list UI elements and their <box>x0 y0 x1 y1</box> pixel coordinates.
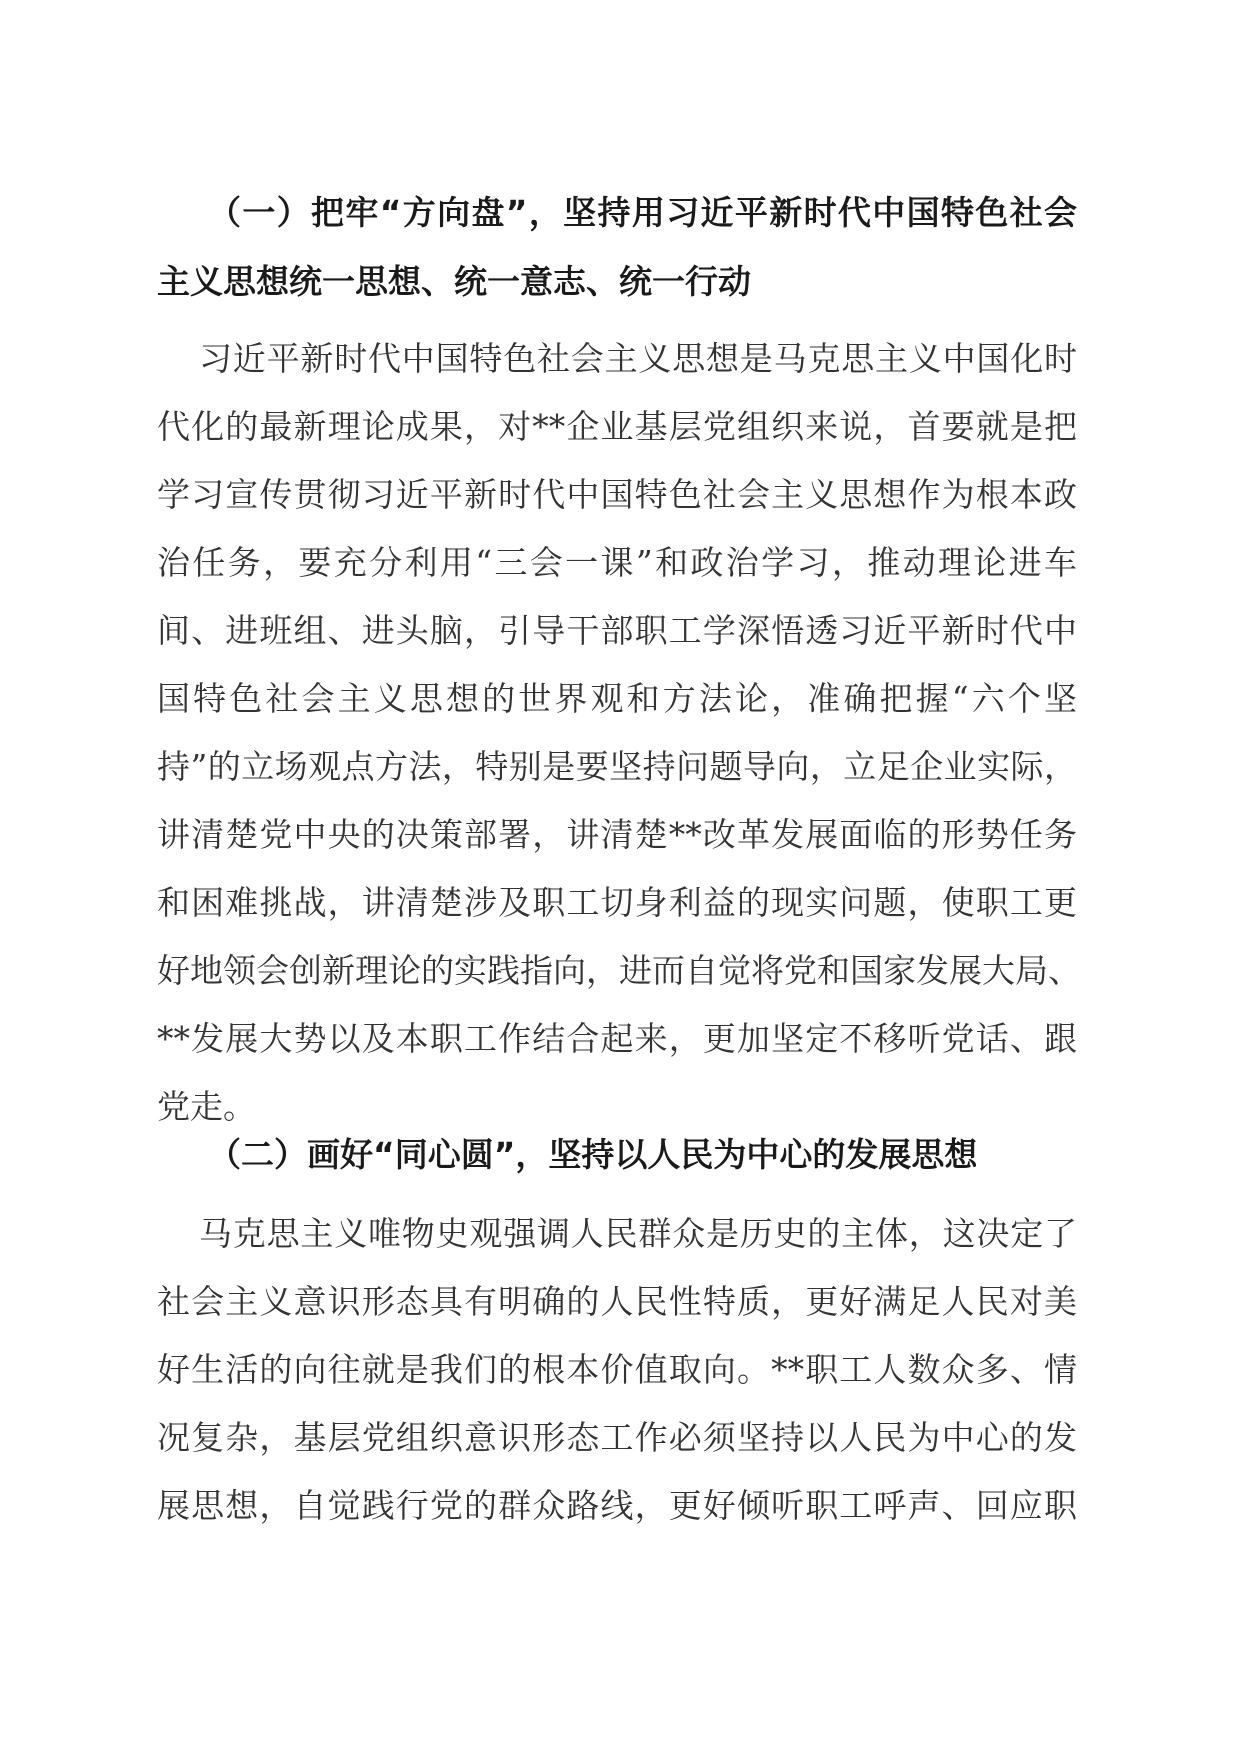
heading-line: （二）画好“同心圆”，坚持以人民为中心的发展思想 <box>208 1135 978 1174</box>
heading-line: 主义思想统一思想、统一意志、统一行动 <box>157 262 751 301</box>
section-2-heading <box>157 1120 1077 1189</box>
paragraph-line: 和困难挑战，讲清楚涉及职工切身利益的现实问题，使职工更 <box>157 883 1077 922</box>
paragraph-line: 学习宣传贯彻习近平新时代中国特色社会主义思想作为根本政 <box>157 475 1077 514</box>
paragraph-line: 好生活的向往就是我们的根本价值取向。**职工人数众多、情 <box>157 1350 1077 1389</box>
paragraph-line: 党走。 <box>157 1087 256 1126</box>
paragraph-line: 国特色社会主义思想的世界观和方法论，准确把握“六个坚 <box>157 679 1077 718</box>
paragraph-line: 间、进班组、进头脑，引导干部职工学深悟透习近平新时代中 <box>157 611 1077 650</box>
paragraph-line: 持”的立场观点方法，特别是要坚持问题导向，立足企业实际， <box>157 747 1077 786</box>
paragraph-line: 社会主义意识形态具有明确的人民性特质，更好满足人民对美 <box>157 1282 1077 1321</box>
paragraph-line: 习近平新时代中国特色社会主义思想是马克思主义中国化时 <box>199 339 1077 378</box>
paragraph-line: **发展大势以及本职工作结合起来，更加坚定不移听党话、跟 <box>157 1019 1077 1058</box>
section-2-paragraph <box>157 1200 1077 1540</box>
section-1-paragraph <box>157 325 1081 1141</box>
heading-line: （一）把牢“方向盘”，坚持用习近平新时代中国特色社会 <box>208 193 1077 232</box>
paragraph-line: 治任务，要充分利用“三会一课”和政治学习，推动理论进车 <box>157 543 1077 582</box>
section-1-heading <box>157 178 1077 316</box>
paragraph-line: 况复杂，基层党组织意识形态工作必须坚持以人民为中心的发 <box>157 1418 1077 1457</box>
paragraph-line: 好地领会创新理论的实践指向，进而自觉将党和国家发展大局、 <box>157 951 1081 990</box>
paragraph-line: 讲清楚党中央的决策部署，讲清楚**改革发展面临的形势任务 <box>157 815 1077 854</box>
paragraph-line: 展思想，自觉践行党的群众路线，更好倾听职工呼声、回应职 <box>157 1486 1077 1525</box>
paragraph-line: 代化的最新理论成果，对**企业基层党组织来说，首要就是把 <box>157 407 1077 446</box>
paragraph-line: 马克思主义唯物史观强调人民群众是历史的主体，这决定了 <box>199 1214 1077 1253</box>
